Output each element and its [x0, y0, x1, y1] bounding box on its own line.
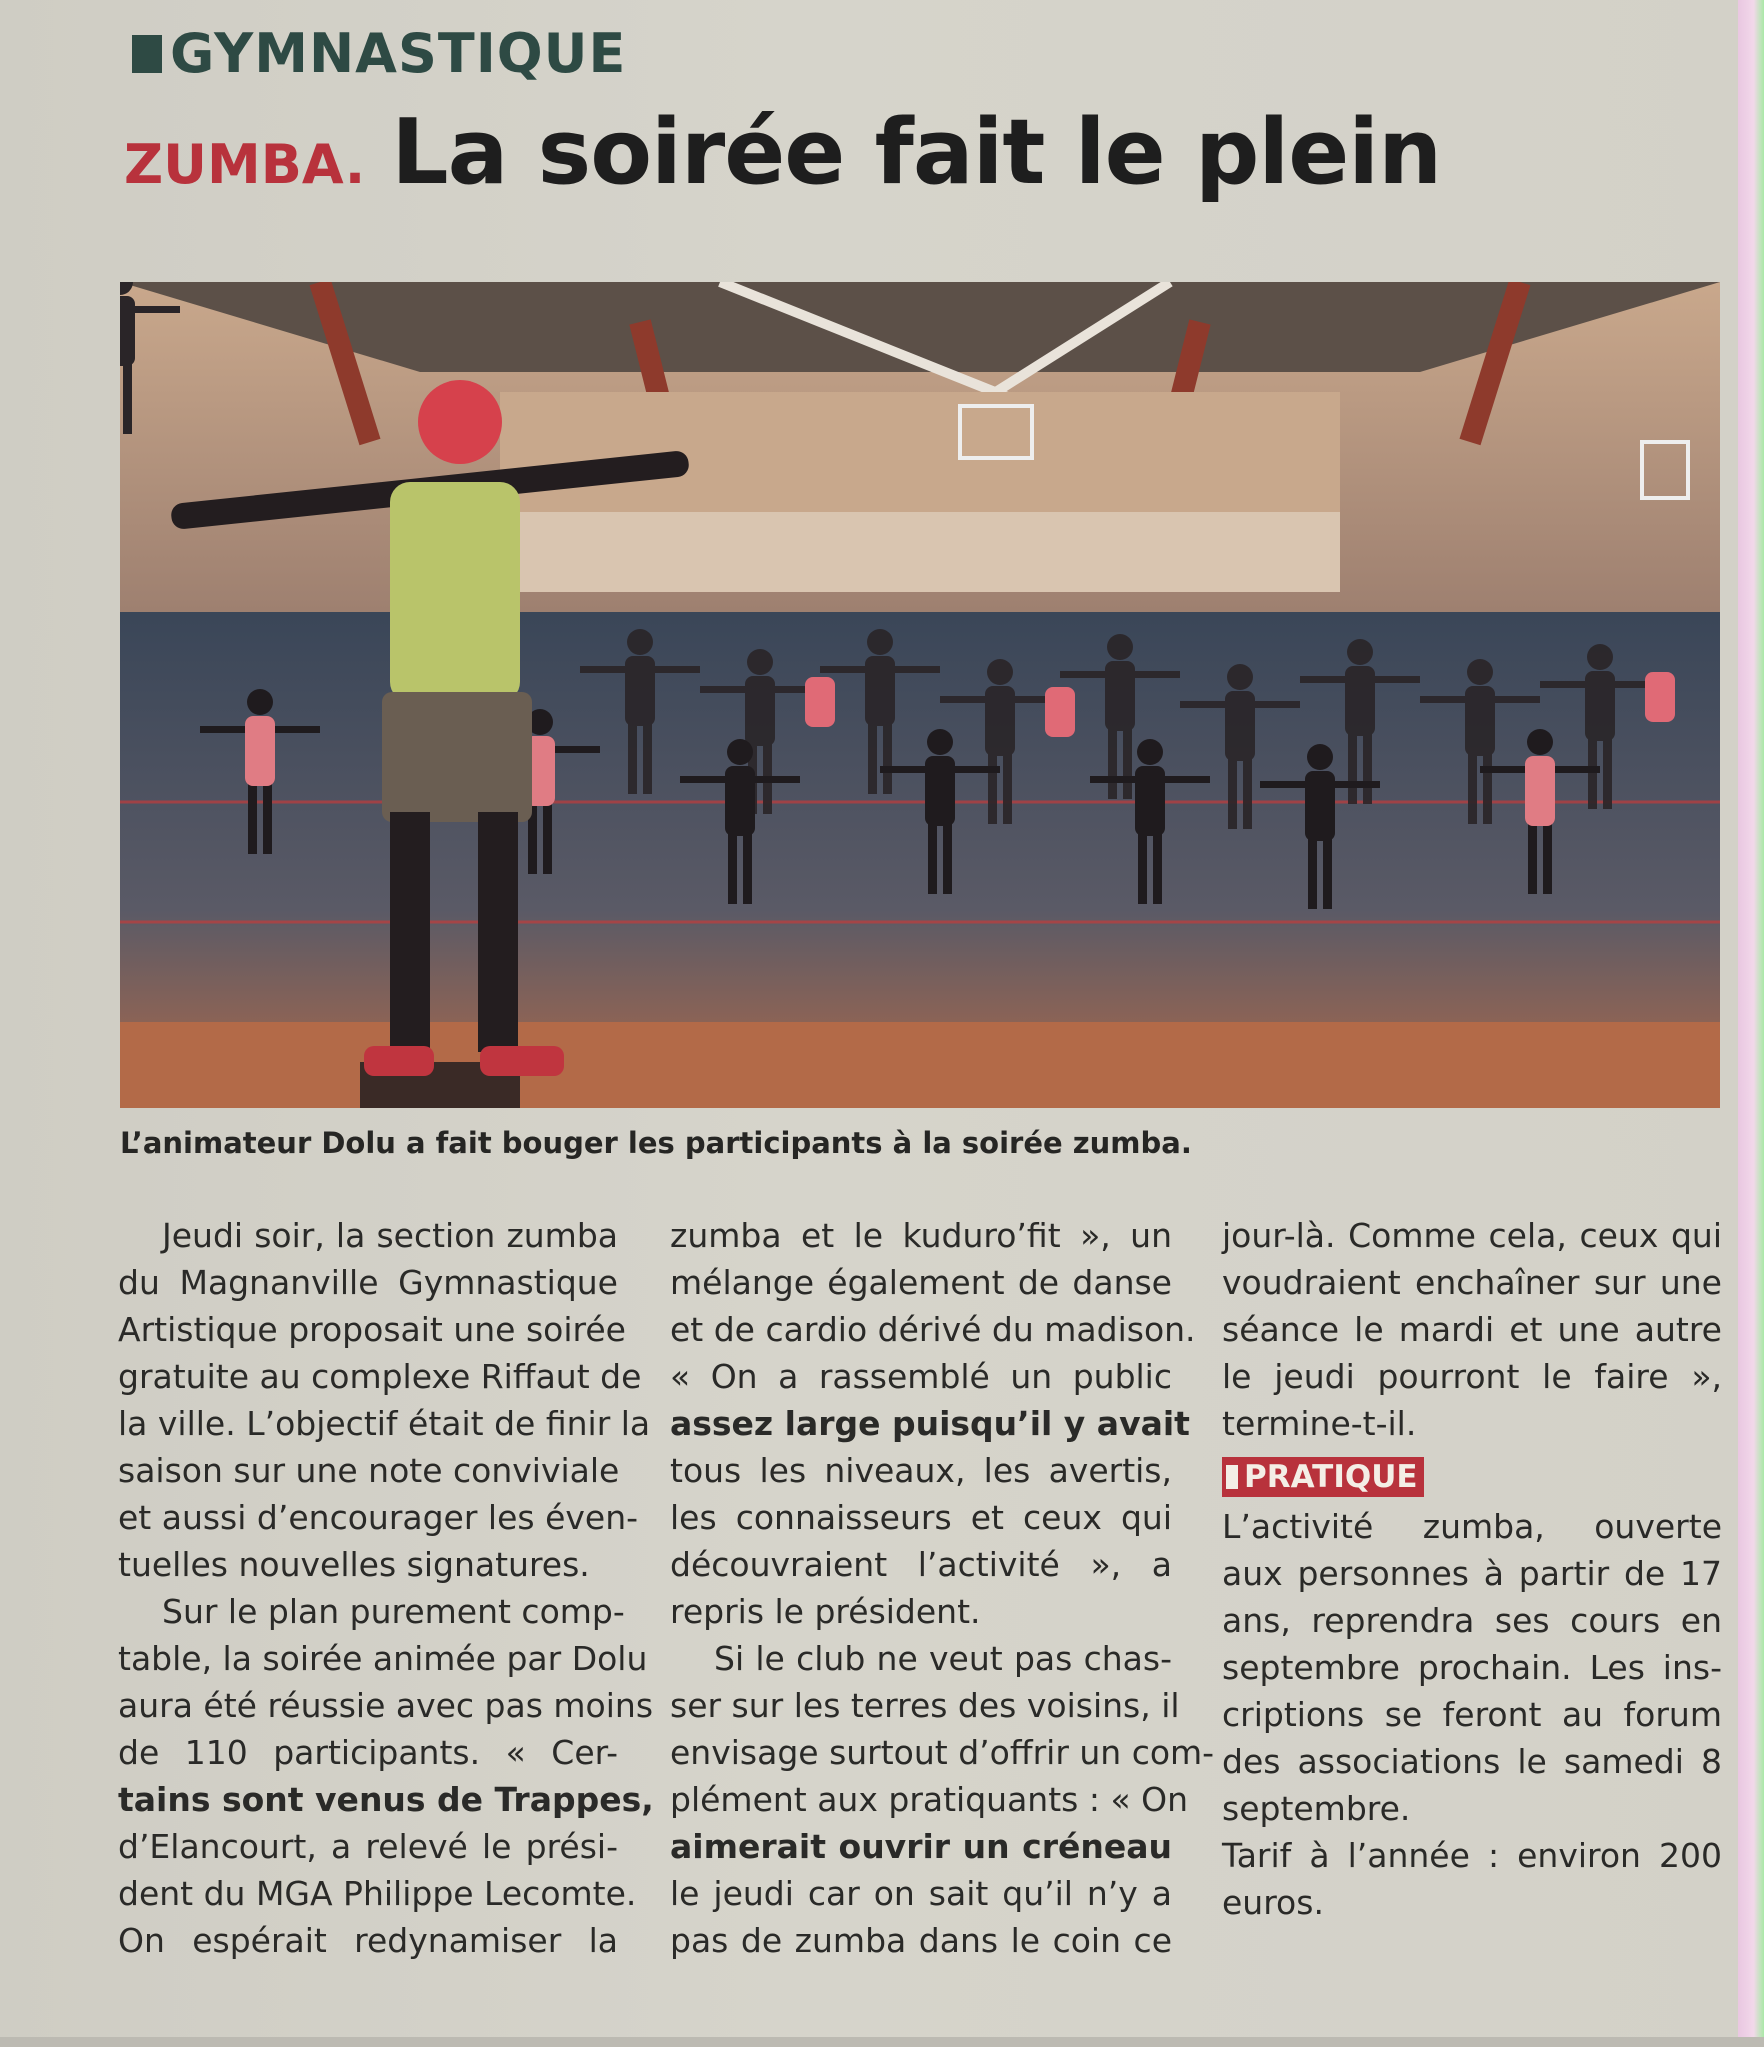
text-line: mélange également de danse: [670, 1263, 1172, 1302]
text-line: le jeudi pourront le faire »,: [1222, 1357, 1722, 1396]
pratique-line: des associations le samedi 8: [1222, 1742, 1722, 1781]
page-edge-bottom: [0, 2037, 1764, 2047]
section-rubric: [132, 22, 626, 85]
pratique-line: euros.: [1222, 1883, 1324, 1922]
text-line: découvraient l’activité », a: [670, 1545, 1172, 1584]
photo-illustration: [120, 282, 1720, 1108]
text-line: Sur le plan purement comp-: [162, 1592, 625, 1631]
pratique-line: ans, reprendra ses cours en: [1222, 1601, 1722, 1640]
pratique-line: septembre.: [1222, 1789, 1411, 1828]
text-line: jour-là. Comme cela, ceux qui: [1222, 1216, 1722, 1255]
pratique-line: criptions se feront au forum: [1222, 1695, 1722, 1734]
text-line: assez large puisqu’il y avait: [670, 1404, 1190, 1443]
text-line: les connaisseurs et ceux qui: [670, 1498, 1172, 1537]
text-line: termine-t-il.: [1222, 1404, 1417, 1443]
pratique-line: septembre prochain. Les ins-: [1222, 1648, 1722, 1687]
text-line: On espérait redynamiser la: [118, 1921, 618, 1960]
text-line: repris le président.: [670, 1592, 981, 1631]
headline: [124, 100, 1441, 205]
text-line: Artistique proposait une soirée: [118, 1310, 626, 1349]
pratique-title: PRATIQUE: [1244, 1459, 1418, 1495]
photo-caption: L’animateur Dolu a fait bouger les participants à la soirée zumba.: [120, 1126, 1192, 1160]
pratique-label: [1222, 1457, 1424, 1497]
text-line: tains sont venus de Trappes,: [118, 1780, 654, 1819]
text-line: d’Elancourt, a relevé le prési-: [118, 1827, 618, 1866]
text-line: Jeudi soir, la section zumba: [162, 1216, 618, 1255]
rubric-label: GYMNASTIQUE: [170, 22, 627, 85]
article-column-2: [670, 1212, 1215, 1964]
pratique-square-icon: [1226, 1465, 1238, 1489]
text-line: zumba et le kuduro’fit », un: [670, 1216, 1172, 1255]
text-line: pas de zumba dans le coin ce: [670, 1921, 1172, 1960]
text-line: et aussi d’encourager les éven-: [118, 1498, 639, 1537]
text-line: dent du MGA Philippe Lecomte.: [118, 1874, 637, 1913]
text-line: aura été réussie avec pas moins: [118, 1686, 654, 1725]
text-line: plément aux pratiquants : « On: [670, 1780, 1189, 1819]
headline-title: La soirée fait le plein: [391, 100, 1442, 205]
text-line: saison sur une note conviviale: [118, 1451, 620, 1490]
headline-kicker: ZUMBA.: [124, 133, 366, 196]
text-line: envisage surtout d’offrir un com-: [670, 1733, 1215, 1772]
text-line: gratuite au complexe Riffaut de: [118, 1357, 642, 1396]
article-column-3: [1222, 1212, 1722, 1926]
text-line: tuelles nouvelles signatures.: [118, 1545, 590, 1584]
text-line: table, la soirée animée par Dolu: [118, 1639, 648, 1678]
rubric-square-icon: [132, 35, 162, 73]
pratique-line: aux personnes à partir de 17: [1222, 1554, 1722, 1593]
text-line: voudraient enchaîner sur une: [1222, 1263, 1722, 1302]
pratique-line: Tarif à l’année : environ 200: [1222, 1836, 1722, 1875]
text-line: du Magnanville Gymnastique: [118, 1263, 618, 1302]
text-line: aimerait ouvrir un créneau: [670, 1827, 1172, 1866]
text-line: Si le club ne veut pas chas-: [714, 1639, 1172, 1678]
text-line: « On a rassemblé un public: [670, 1357, 1172, 1396]
text-line: le jeudi car on sait qu’il n’y a: [670, 1874, 1172, 1913]
text-line: la ville. L’objectif était de finir la: [118, 1404, 651, 1443]
text-line: de 110 participants. « Cer-: [118, 1733, 618, 1772]
zumba-class-photo: [120, 282, 1720, 1108]
text-line: et de cardio dérivé du madison.: [670, 1310, 1196, 1349]
text-line: séance le mardi et une autre: [1222, 1310, 1722, 1349]
article-column-1: [118, 1212, 654, 1964]
text-line: tous les niveaux, les avertis,: [670, 1451, 1172, 1490]
page-edge-right: [1738, 0, 1764, 2047]
pratique-line: L’activité zumba, ouverte: [1222, 1507, 1722, 1546]
text-line: ser sur les terres des voisins, il: [670, 1686, 1180, 1725]
